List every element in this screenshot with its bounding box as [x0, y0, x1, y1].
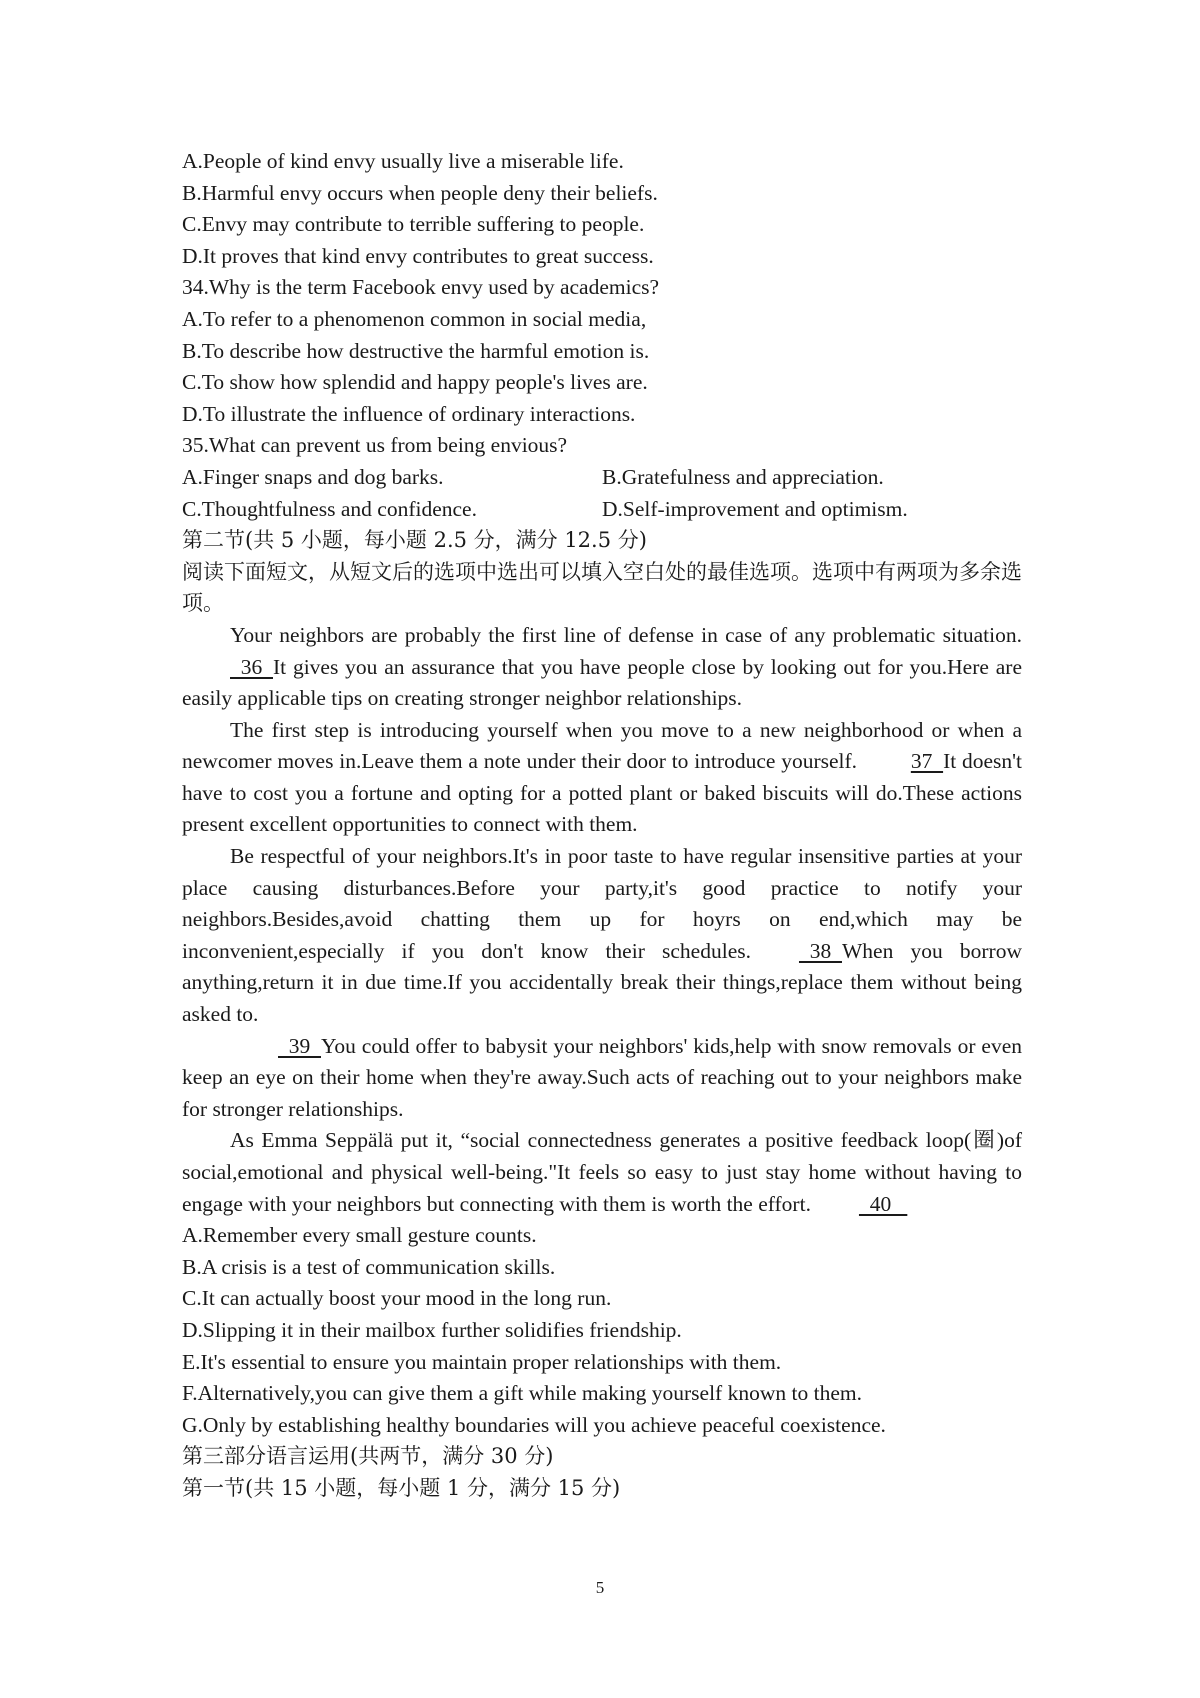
- q35-option-c: C.Thoughtfulness and confidence.: [182, 496, 477, 521]
- passage-paragraph-4: [182, 1031, 1022, 1126]
- section2-instruction: 阅读下面短文，从短文后的选项中选出可以填入空白处的最佳选项。选项中有两项为多余选项。: [182, 559, 1022, 616]
- q34-option-c: C.To show how splendid and happy people's lives are.: [182, 370, 648, 395]
- passage-p2-text-b: It doesn't have to cost you a fortune and opting for a potted plant or baked biscuits will do.These actions present excellent opportunities to connect with them.: [182, 749, 1023, 837]
- option-c: C.It can actually boost your mood in the long run.: [182, 1286, 612, 1311]
- q35-stem: 35.What can prevent us from being envious?: [182, 433, 568, 458]
- q33-option-d: D.It proves that kind envy contributes to great success.: [182, 243, 654, 268]
- exam-page: [182, 146, 1022, 1505]
- q35-options-row-1: [182, 462, 1022, 494]
- passage-paragraph-5: [182, 1125, 1022, 1220]
- q33-option-c: C.Envy may contribute to terrible suffering to people.: [182, 212, 645, 237]
- option-a: A.Remember every small gesture counts.: [182, 1223, 537, 1248]
- blank-38: 38: [798, 938, 842, 963]
- passage-p4-text: You could offer to babysit your neighbors' kids,help with snow removals or even keep an eye on their home when they're away.Such acts of reaching out to your neighbors make for stronger relationships.: [182, 1033, 1022, 1121]
- part3-section1-heading: 第一节(共 15 小题，每小题 1 分，满分 15 分): [182, 1475, 621, 1500]
- q35-option-b: B.Gratefulness and appreciation.: [602, 464, 884, 489]
- q34-stem: 34.Why is the term Facebook envy used by academics?: [182, 275, 660, 300]
- passage-paragraph-3: [182, 841, 1022, 1031]
- q33-option-b: B.Harmful envy occurs when people deny their beliefs.: [182, 180, 658, 205]
- q35-option-d: D.Self-improvement and optimism.: [602, 496, 908, 521]
- option-b: B.A crisis is a test of communication skills.: [182, 1254, 556, 1279]
- option-g: G.Only by establishing healthy boundaries will you achieve peaceful coexistence.: [182, 1412, 886, 1437]
- blank-37: 37: [910, 749, 944, 774]
- q34-option-b: B.To describe how destructive the harmful emotion is.: [182, 338, 650, 363]
- passage-p5-text: As Emma Seppälä put it, “social connectedness generates a positive feedback loop(圈)of social,emotional and physical well-being."It feels so easy to just stay home without having to engage with your neighbors but connecting with them is worth the effort.: [182, 1128, 1022, 1216]
- passage-p1-text-b: It gives you an assurance that you have people close by looking out for you.Here are easily applicable tips on creating stronger neighbor relationships.: [182, 654, 1022, 711]
- passage-p1-text-a: Your neighbors are probably the first line of defense in case of any problematic situation.: [230, 622, 1022, 647]
- part3-heading: 第三部分语言运用(共两节，满分 30 分): [182, 1444, 554, 1469]
- passage-paragraph-1: [182, 620, 1022, 715]
- option-d: D.Slipping it in their mailbox further solidifies friendship.: [182, 1317, 682, 1342]
- blank-40: 40: [858, 1191, 908, 1216]
- page-number: 5: [595, 1578, 605, 1597]
- passage-p2-text-a: The first step is introducing yourself when you move to a new neighborhood or when a newcomer moves in.Leave them a note under their door to introduce yourself.: [182, 717, 1022, 774]
- option-f: F.Alternatively,you can give them a gift while making yourself known to them.: [182, 1381, 862, 1406]
- q33-option-a: A.People of kind envy usually live a miserable life.: [182, 149, 624, 173]
- blank-39: 39: [278, 1033, 321, 1058]
- q35-option-a: A.Finger snaps and dog barks.: [182, 464, 444, 489]
- passage-paragraph-2: [182, 715, 1022, 841]
- passage-p3-text-b: When you borrow anything,return it in due time.If you accidentally break their things,replace them without being asked to.: [182, 938, 1022, 1027]
- passage-p3-text-a: Be respectful of your neighbors.It's in poor taste to have regular insensitive parties at your place causing disturbances.Before your party,it's good practice to notify your neighbors.Besides,avoid chatting them up for hoyrs on end,which may be inconvenient,especially if you don't know their schedules.: [182, 844, 1022, 963]
- section2-heading: 第二节(共 5 小题，每小题 2.5 分，满分 12.5 分): [182, 528, 647, 553]
- option-e: E.It's essential to ensure you maintain proper relationships with them.: [182, 1349, 782, 1374]
- q35-options-row-2: [182, 494, 1022, 526]
- q34-option-a: A.To refer to a phenomenon common in social media,: [182, 306, 647, 331]
- q34-option-d: D.To illustrate the influence of ordinary interactions.: [182, 401, 636, 426]
- blank-36: 36: [230, 654, 273, 679]
